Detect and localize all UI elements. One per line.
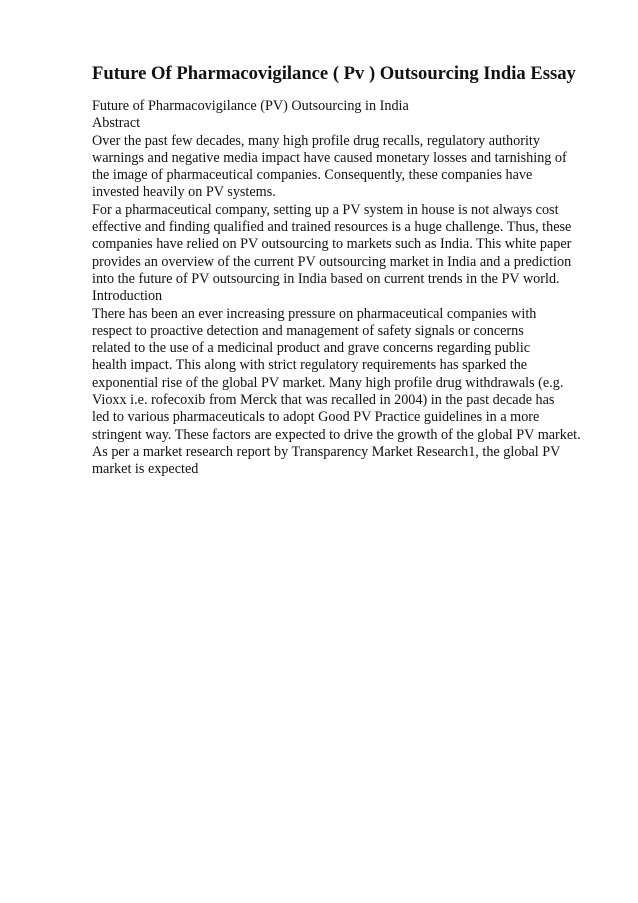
body-line: into the future of PV outsourcing in India based on current trends in the PV world.	[92, 270, 560, 287]
body-line: respect to proactive detection and management of safety signals or concerns	[92, 322, 524, 339]
body-line: health impact. This along with strict regulatory requirements has sparked the	[92, 357, 528, 374]
body-line: For a pharmaceutical company, setting up a PV system in house is not always cost	[92, 201, 559, 218]
body-line: There has been an ever increasing pressure on pharmaceutical companies with	[92, 305, 537, 322]
section-heading-introduction: Introduction	[92, 288, 163, 305]
document-title: Future Of Pharmacovigilance ( Pv ) Outsourcing India Essay	[92, 63, 576, 84]
body-line: effective and finding qualified and trained resources is a huge challenge. Thus, these	[92, 219, 572, 236]
body-line: market is expected	[92, 461, 199, 478]
body-line: the image of pharmaceutical companies. Consequently, these companies have	[92, 167, 533, 184]
body-line: related to the use of a medicinal product and grave concerns regarding public	[92, 340, 531, 357]
body-line: led to various pharmaceuticals to adopt Good PV Practice guidelines in a more	[92, 409, 540, 426]
section-heading-abstract: Abstract	[92, 115, 141, 132]
document-body	[92, 98, 612, 479]
body-line: Over the past few decades, many high profile drug recalls, regulatory authority	[92, 132, 540, 149]
body-line: As per a market research report by Transparency Market Research1, the global PV	[92, 443, 561, 460]
body-line: companies have relied on PV outsourcing to markets such as India. This white paper	[92, 236, 572, 253]
body-line: warnings and negative media impact have caused monetary losses and tarnishing of	[92, 149, 567, 166]
body-line: stringent way. These factors are expected to drive the growth of the global PV market.	[92, 426, 581, 443]
body-line: invested heavily on PV systems.	[92, 184, 276, 201]
subtitle-line: Future of Pharmacovigilance (PV) Outsourcing in India	[92, 98, 409, 114]
body-line: exponential rise of the global PV market. Many high profile drug withdrawals (e.g.	[92, 374, 564, 391]
body-line: provides an overview of the current PV outsourcing market in India and a prediction	[92, 253, 572, 270]
body-line: Vioxx i.e. rofecoxib from Merck that was recalled in 2004) in the past decade has	[92, 392, 555, 409]
